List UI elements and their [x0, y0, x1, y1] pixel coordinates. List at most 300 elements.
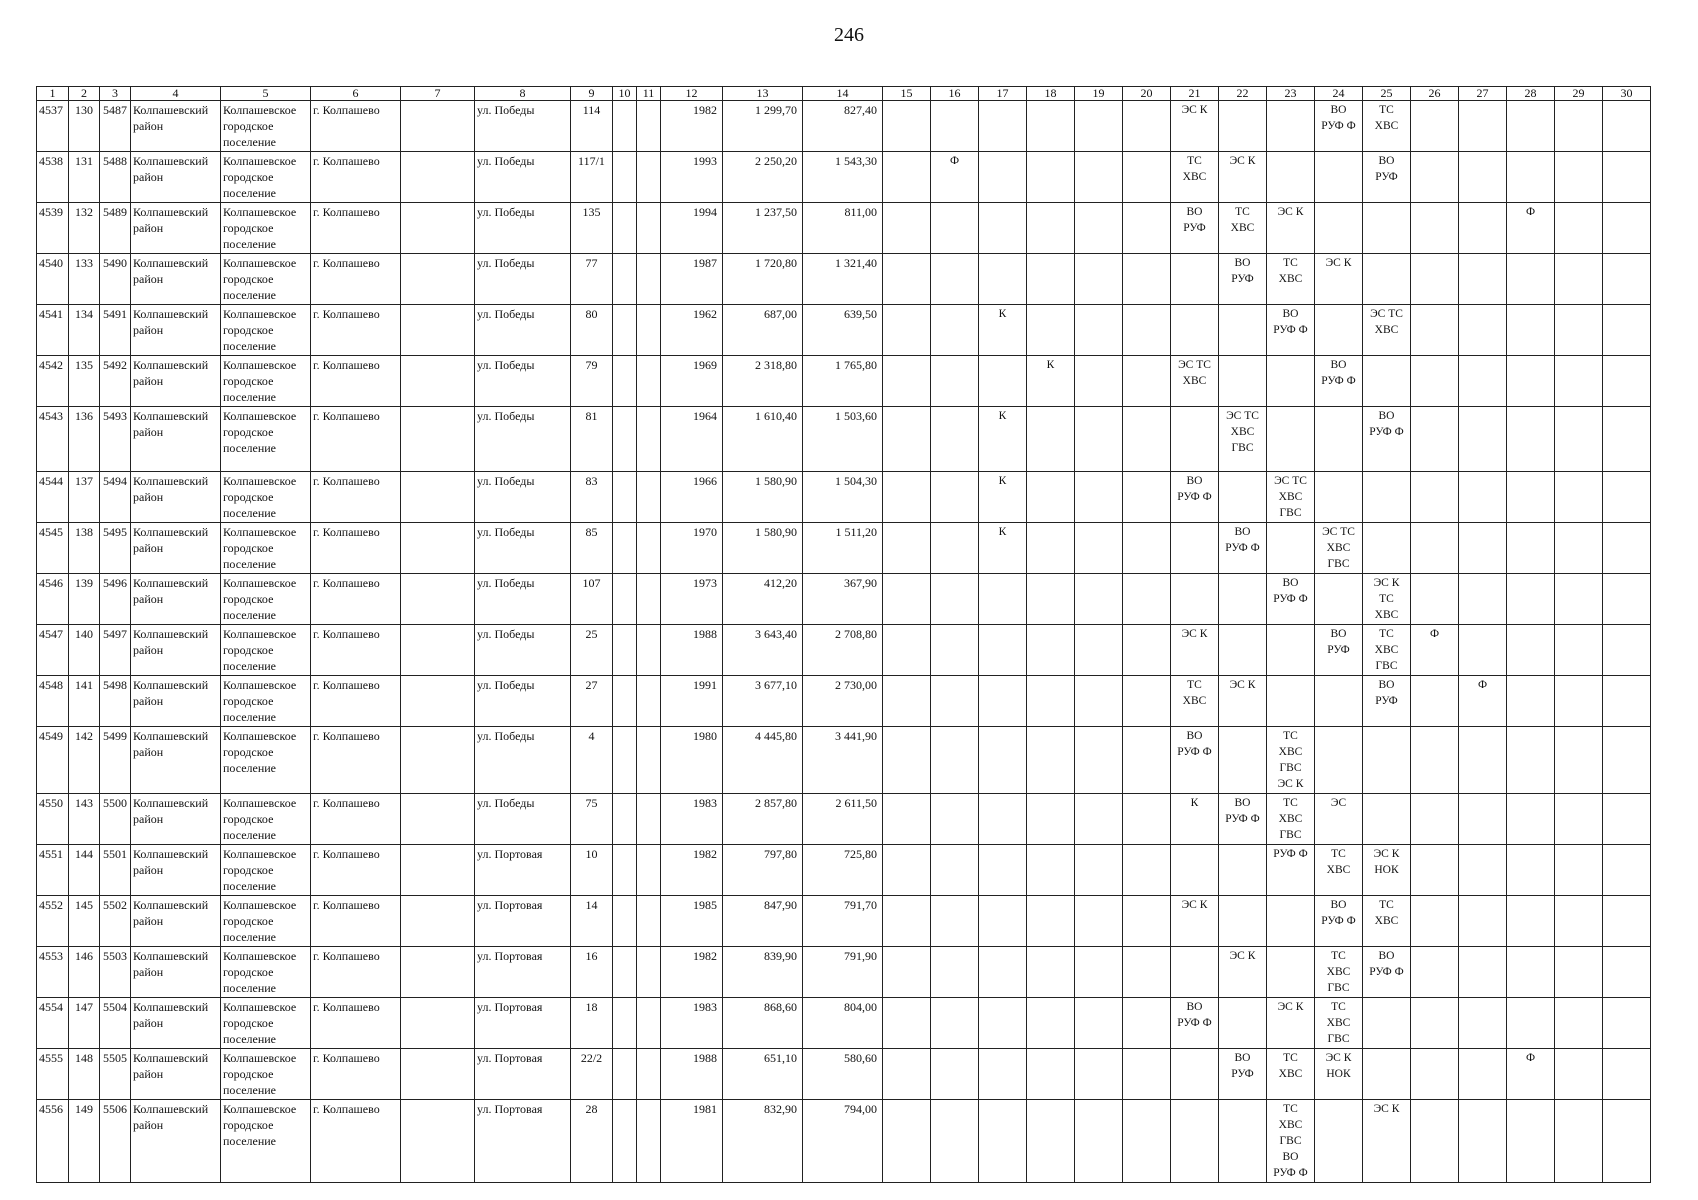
cell-index: 148 [69, 1049, 100, 1100]
cell-work-type-col25 [1363, 523, 1411, 574]
cell-work-type-col23 [1267, 947, 1315, 998]
cell-locality: г. Колпашево [311, 356, 401, 407]
column-number: 4 [131, 87, 221, 101]
table-row [37, 101, 1651, 152]
cell-locality: г. Колпашево [311, 574, 401, 625]
column-number: 24 [1315, 87, 1363, 101]
cell-locality: г. Колпашево [311, 727, 401, 794]
cell-work-type-col18 [1027, 101, 1075, 152]
cell-work-type-col25 [1363, 203, 1411, 254]
cell-work-type-col24 [1315, 574, 1363, 625]
cell-work-type-col19 [1075, 1049, 1123, 1100]
column-number: 20 [1123, 87, 1171, 101]
cell-work-type-col20 [1123, 845, 1171, 896]
cell-settlement: Колпашевское городское поселение [221, 1049, 311, 1100]
cell-work-type-col15 [883, 845, 931, 896]
cell-work-type-col25: ЭС К НОК [1363, 845, 1411, 896]
cell-house: 75 [571, 794, 613, 845]
column-number: 28 [1507, 87, 1555, 101]
cell-work-type-col29 [1555, 998, 1603, 1049]
cell-settlement: Колпашевское городское поселение [221, 625, 311, 676]
cell-work-type-col22 [1219, 625, 1267, 676]
cell-work-type-col29 [1555, 101, 1603, 152]
cell-area-total: 3 677,10 [723, 676, 803, 727]
cell-area-total: 687,00 [723, 305, 803, 356]
cell-work-type-col25 [1363, 727, 1411, 794]
cell-work-type-col25 [1363, 998, 1411, 1049]
cell-work-type-col23 [1267, 896, 1315, 947]
cell-work-type-col26 [1411, 152, 1459, 203]
cell-street: ул. Победы [475, 101, 571, 152]
cell-locality: г. Колпашево [311, 794, 401, 845]
cell-code: 5497 [100, 625, 131, 676]
cell-work-type-col29 [1555, 152, 1603, 203]
cell-district: Колпашевский район [131, 676, 221, 727]
cell-area-total: 651,10 [723, 1049, 803, 1100]
cell-work-type-col19 [1075, 472, 1123, 523]
cell-work-type-col29 [1555, 254, 1603, 305]
cell-work-type-col28: Ф [1507, 203, 1555, 254]
cell-work-type-col16 [931, 727, 979, 794]
cell-work-type-col23 [1267, 625, 1315, 676]
cell-district: Колпашевский район [131, 947, 221, 998]
cell-settlement: Колпашевское городское поселение [221, 356, 311, 407]
cell-house: 25 [571, 625, 613, 676]
cell-street: ул. Победы [475, 794, 571, 845]
column-number: 1 [37, 87, 69, 101]
cell-work-type-col18 [1027, 1049, 1075, 1100]
cell-work-type-col18 [1027, 523, 1075, 574]
cell-settlement: Колпашевское городское поселение [221, 1100, 311, 1183]
cell-work-type-col27 [1459, 947, 1507, 998]
cell-work-type-col25: ЭС К [1363, 1100, 1411, 1183]
cell-locality: г. Колпашево [311, 407, 401, 472]
column-number: 16 [931, 87, 979, 101]
cell-work-type-col26 [1411, 845, 1459, 896]
cell-work-type-col21: ТС ХВС [1171, 152, 1219, 203]
cell-area-total: 797,80 [723, 845, 803, 896]
cell-work-type-col27 [1459, 356, 1507, 407]
cell-work-type-col22 [1219, 305, 1267, 356]
table-body [37, 87, 1651, 1183]
cell-work-type-col17 [979, 1100, 1027, 1183]
cell-work-type-col28 [1507, 472, 1555, 523]
cell-index: 138 [69, 523, 100, 574]
cell-col10 [613, 523, 637, 574]
cell-area-living: 804,00 [803, 998, 883, 1049]
cell-street: ул. Победы [475, 574, 571, 625]
cell-work-type-col30 [1603, 1100, 1651, 1183]
cell-index: 130 [69, 101, 100, 152]
cell-work-type-col28 [1507, 1100, 1555, 1183]
cell-col10 [613, 152, 637, 203]
cell-work-type-col17 [979, 727, 1027, 794]
cell-record-no: 4538 [37, 152, 69, 203]
cell-col7 [401, 676, 475, 727]
cell-work-type-col29 [1555, 947, 1603, 998]
cell-work-type-col23 [1267, 101, 1315, 152]
cell-col11 [637, 625, 661, 676]
cell-street: ул. Победы [475, 152, 571, 203]
column-number: 7 [401, 87, 475, 101]
cell-work-type-col26 [1411, 727, 1459, 794]
cell-work-type-col20 [1123, 1049, 1171, 1100]
cell-work-type-col19 [1075, 845, 1123, 896]
cell-code: 5501 [100, 845, 131, 896]
column-number: 12 [661, 87, 723, 101]
cell-work-type-col26 [1411, 998, 1459, 1049]
cell-work-type-col17 [979, 574, 1027, 625]
cell-area-living: 2 730,00 [803, 676, 883, 727]
cell-work-type-col23: РУФ Ф [1267, 845, 1315, 896]
cell-settlement: Колпашевское городское поселение [221, 574, 311, 625]
table-row [37, 574, 1651, 625]
cell-work-type-col29 [1555, 356, 1603, 407]
cell-work-type-col29 [1555, 203, 1603, 254]
cell-settlement: Колпашевское городское поселение [221, 947, 311, 998]
cell-locality: г. Колпашево [311, 523, 401, 574]
table-row [37, 472, 1651, 523]
cell-code: 5498 [100, 676, 131, 727]
cell-work-type-col22: ЭС К [1219, 947, 1267, 998]
cell-record-no: 4552 [37, 896, 69, 947]
column-number: 11 [637, 87, 661, 101]
cell-work-type-col27 [1459, 845, 1507, 896]
cell-work-type-col28 [1507, 254, 1555, 305]
cell-area-total: 1 299,70 [723, 101, 803, 152]
cell-col7 [401, 1049, 475, 1100]
cell-work-type-col24 [1315, 727, 1363, 794]
column-number: 23 [1267, 87, 1315, 101]
cell-work-type-col16 [931, 676, 979, 727]
cell-area-living: 639,50 [803, 305, 883, 356]
cell-year: 1962 [661, 305, 723, 356]
cell-code: 5499 [100, 727, 131, 794]
cell-work-type-col22 [1219, 356, 1267, 407]
cell-work-type-col26 [1411, 896, 1459, 947]
cell-work-type-col15 [883, 472, 931, 523]
cell-work-type-col15 [883, 407, 931, 472]
column-number: 30 [1603, 87, 1651, 101]
cell-work-type-col30 [1603, 676, 1651, 727]
cell-work-type-col30 [1603, 727, 1651, 794]
cell-col11 [637, 254, 661, 305]
cell-work-type-col20 [1123, 254, 1171, 305]
cell-work-type-col19 [1075, 896, 1123, 947]
cell-work-type-col22 [1219, 1100, 1267, 1183]
cell-index: 149 [69, 1100, 100, 1183]
cell-work-type-col22 [1219, 574, 1267, 625]
cell-work-type-col15 [883, 101, 931, 152]
cell-work-type-col28: Ф [1507, 1049, 1555, 1100]
cell-street: ул. Победы [475, 676, 571, 727]
cell-year: 1991 [661, 676, 723, 727]
table-row [37, 947, 1651, 998]
cell-work-type-col25 [1363, 1049, 1411, 1100]
cell-record-no: 4543 [37, 407, 69, 472]
cell-area-living: 2 611,50 [803, 794, 883, 845]
cell-col7 [401, 1100, 475, 1183]
cell-col10 [613, 947, 637, 998]
cell-col7 [401, 727, 475, 794]
cell-col7 [401, 794, 475, 845]
cell-settlement: Колпашевское городское поселение [221, 472, 311, 523]
cell-area-living: 811,00 [803, 203, 883, 254]
cell-col10 [613, 101, 637, 152]
cell-work-type-col30 [1603, 356, 1651, 407]
cell-work-type-col19 [1075, 625, 1123, 676]
cell-work-type-col22: ВО РУФ Ф [1219, 794, 1267, 845]
cell-district: Колпашевский район [131, 1100, 221, 1183]
cell-district: Колпашевский район [131, 794, 221, 845]
cell-col7 [401, 947, 475, 998]
cell-work-type-col27 [1459, 625, 1507, 676]
cell-work-type-col24 [1315, 676, 1363, 727]
cell-work-type-col28 [1507, 794, 1555, 845]
cell-work-type-col30 [1603, 101, 1651, 152]
cell-index: 143 [69, 794, 100, 845]
cell-work-type-col18 [1027, 152, 1075, 203]
cell-work-type-col30 [1603, 407, 1651, 472]
cell-work-type-col29 [1555, 523, 1603, 574]
cell-area-total: 2 250,20 [723, 152, 803, 203]
cell-work-type-col17 [979, 254, 1027, 305]
cell-area-total: 847,90 [723, 896, 803, 947]
cell-col7 [401, 896, 475, 947]
cell-work-type-col28 [1507, 625, 1555, 676]
cell-year: 1988 [661, 1049, 723, 1100]
table-row [37, 896, 1651, 947]
cell-code: 5504 [100, 998, 131, 1049]
cell-work-type-col30 [1603, 254, 1651, 305]
cell-col10 [613, 727, 637, 794]
cell-area-living: 1 543,30 [803, 152, 883, 203]
cell-index: 139 [69, 574, 100, 625]
cell-work-type-col20 [1123, 676, 1171, 727]
cell-col10 [613, 254, 637, 305]
cell-col10 [613, 896, 637, 947]
cell-district: Колпашевский район [131, 152, 221, 203]
cell-work-type-col27 [1459, 152, 1507, 203]
cell-work-type-col30 [1603, 1049, 1651, 1100]
cell-street: ул. Победы [475, 727, 571, 794]
cell-work-type-col24: ЭС [1315, 794, 1363, 845]
cell-district: Колпашевский район [131, 625, 221, 676]
cell-year: 1982 [661, 947, 723, 998]
cell-work-type-col23: ВО РУФ Ф [1267, 574, 1315, 625]
cell-work-type-col23: ТС ХВС ГВС ВО РУФ Ф [1267, 1100, 1315, 1183]
cell-work-type-col23: ЭС К [1267, 998, 1315, 1049]
cell-work-type-col21: ЭС К [1171, 625, 1219, 676]
cell-work-type-col21 [1171, 523, 1219, 574]
cell-work-type-col29 [1555, 1100, 1603, 1183]
cell-work-type-col30 [1603, 523, 1651, 574]
cell-house: 80 [571, 305, 613, 356]
cell-work-type-col28 [1507, 101, 1555, 152]
cell-work-type-col22: ВО РУФ [1219, 1049, 1267, 1100]
cell-work-type-col27 [1459, 727, 1507, 794]
cell-col7 [401, 152, 475, 203]
cell-house: 77 [571, 254, 613, 305]
cell-work-type-col19 [1075, 254, 1123, 305]
cell-house: 14 [571, 896, 613, 947]
cell-work-type-col26 [1411, 574, 1459, 625]
cell-col7 [401, 203, 475, 254]
cell-year: 1980 [661, 727, 723, 794]
cell-work-type-col21 [1171, 947, 1219, 998]
cell-record-no: 4548 [37, 676, 69, 727]
cell-area-living: 1 321,40 [803, 254, 883, 305]
cell-year: 1983 [661, 794, 723, 845]
column-number: 15 [883, 87, 931, 101]
cell-work-type-col21 [1171, 407, 1219, 472]
cell-col7 [401, 845, 475, 896]
table-row [37, 1100, 1651, 1183]
cell-work-type-col23 [1267, 356, 1315, 407]
cell-locality: г. Колпашево [311, 896, 401, 947]
cell-code: 5494 [100, 472, 131, 523]
cell-col10 [613, 625, 637, 676]
cell-settlement: Колпашевское городское поселение [221, 523, 311, 574]
cell-work-type-col19 [1075, 727, 1123, 794]
cell-col11 [637, 947, 661, 998]
column-number: 14 [803, 87, 883, 101]
cell-work-type-col28 [1507, 305, 1555, 356]
cell-col7 [401, 254, 475, 305]
cell-year: 1994 [661, 203, 723, 254]
cell-work-type-col23 [1267, 523, 1315, 574]
cell-record-no: 4542 [37, 356, 69, 407]
housing-register-table [36, 86, 1651, 1183]
column-number: 6 [311, 87, 401, 101]
cell-work-type-col24: ВО РУФ Ф [1315, 101, 1363, 152]
cell-record-no: 4553 [37, 947, 69, 998]
cell-work-type-col24: ЭС К [1315, 254, 1363, 305]
cell-work-type-col21: ВО РУФ Ф [1171, 727, 1219, 794]
cell-col7 [401, 407, 475, 472]
cell-area-total: 1 237,50 [723, 203, 803, 254]
cell-work-type-col20 [1123, 305, 1171, 356]
column-number: 2 [69, 87, 100, 101]
cell-code: 5490 [100, 254, 131, 305]
cell-work-type-col24 [1315, 407, 1363, 472]
cell-locality: г. Колпашево [311, 472, 401, 523]
cell-col10 [613, 407, 637, 472]
cell-area-total: 2 857,80 [723, 794, 803, 845]
cell-work-type-col18 [1027, 472, 1075, 523]
cell-settlement: Колпашевское городское поселение [221, 845, 311, 896]
cell-work-type-col19 [1075, 407, 1123, 472]
cell-street: ул. Победы [475, 472, 571, 523]
cell-work-type-col28 [1507, 845, 1555, 896]
cell-work-type-col30 [1603, 998, 1651, 1049]
cell-work-type-col18 [1027, 947, 1075, 998]
cell-col11 [637, 101, 661, 152]
cell-work-type-col15 [883, 152, 931, 203]
cell-work-type-col17: К [979, 305, 1027, 356]
cell-work-type-col23 [1267, 676, 1315, 727]
cell-work-type-col27 [1459, 305, 1507, 356]
cell-work-type-col20 [1123, 203, 1171, 254]
cell-street: ул. Портовая [475, 947, 571, 998]
cell-house: 85 [571, 523, 613, 574]
cell-locality: г. Колпашево [311, 152, 401, 203]
cell-locality: г. Колпашево [311, 1049, 401, 1100]
cell-record-no: 4540 [37, 254, 69, 305]
cell-work-type-col16 [931, 896, 979, 947]
cell-work-type-col24: ВО РУФ [1315, 625, 1363, 676]
cell-work-type-col26 [1411, 1100, 1459, 1183]
cell-work-type-col20 [1123, 947, 1171, 998]
cell-work-type-col28 [1507, 676, 1555, 727]
cell-work-type-col27 [1459, 794, 1507, 845]
cell-work-type-col20 [1123, 896, 1171, 947]
cell-work-type-col18 [1027, 305, 1075, 356]
cell-work-type-col20 [1123, 407, 1171, 472]
column-number: 18 [1027, 87, 1075, 101]
cell-year: 1985 [661, 896, 723, 947]
cell-col7 [401, 305, 475, 356]
cell-work-type-col24 [1315, 152, 1363, 203]
column-number: 13 [723, 87, 803, 101]
cell-area-total: 832,90 [723, 1100, 803, 1183]
cell-work-type-col16 [931, 254, 979, 305]
cell-area-living: 2 708,80 [803, 625, 883, 676]
cell-work-type-col15 [883, 794, 931, 845]
cell-work-type-col23: ЭС ТС ХВС ГВС [1267, 472, 1315, 523]
cell-work-type-col24: ТС ХВС ГВС [1315, 998, 1363, 1049]
cell-work-type-col21 [1171, 574, 1219, 625]
cell-work-type-col19 [1075, 574, 1123, 625]
cell-area-living: 725,80 [803, 845, 883, 896]
cell-record-no: 4556 [37, 1100, 69, 1183]
cell-work-type-col17 [979, 203, 1027, 254]
cell-work-type-col17 [979, 152, 1027, 203]
cell-col10 [613, 574, 637, 625]
cell-work-type-col22: ЭС К [1219, 152, 1267, 203]
cell-work-type-col19 [1075, 947, 1123, 998]
column-number: 5 [221, 87, 311, 101]
cell-work-type-col21: К [1171, 794, 1219, 845]
cell-work-type-col24: ЭС К НОК [1315, 1049, 1363, 1100]
cell-district: Колпашевский район [131, 203, 221, 254]
cell-work-type-col29 [1555, 794, 1603, 845]
cell-record-no: 4546 [37, 574, 69, 625]
cell-work-type-col25 [1363, 254, 1411, 305]
cell-year: 1966 [661, 472, 723, 523]
cell-work-type-col28 [1507, 356, 1555, 407]
cell-year: 1987 [661, 254, 723, 305]
column-number: 19 [1075, 87, 1123, 101]
cell-settlement: Колпашевское городское поселение [221, 203, 311, 254]
cell-locality: г. Колпашево [311, 203, 401, 254]
table-row [37, 152, 1651, 203]
cell-record-no: 4554 [37, 998, 69, 1049]
cell-work-type-col26 [1411, 101, 1459, 152]
cell-year: 1982 [661, 101, 723, 152]
cell-code: 5489 [100, 203, 131, 254]
cell-area-living: 580,60 [803, 1049, 883, 1100]
cell-work-type-col17 [979, 356, 1027, 407]
cell-record-no: 4537 [37, 101, 69, 152]
cell-work-type-col28 [1507, 998, 1555, 1049]
cell-work-type-col16 [931, 101, 979, 152]
cell-work-type-col28 [1507, 152, 1555, 203]
cell-work-type-col25: ТС ХВС [1363, 101, 1411, 152]
cell-work-type-col29 [1555, 1049, 1603, 1100]
cell-work-type-col19 [1075, 676, 1123, 727]
cell-work-type-col16 [931, 1100, 979, 1183]
